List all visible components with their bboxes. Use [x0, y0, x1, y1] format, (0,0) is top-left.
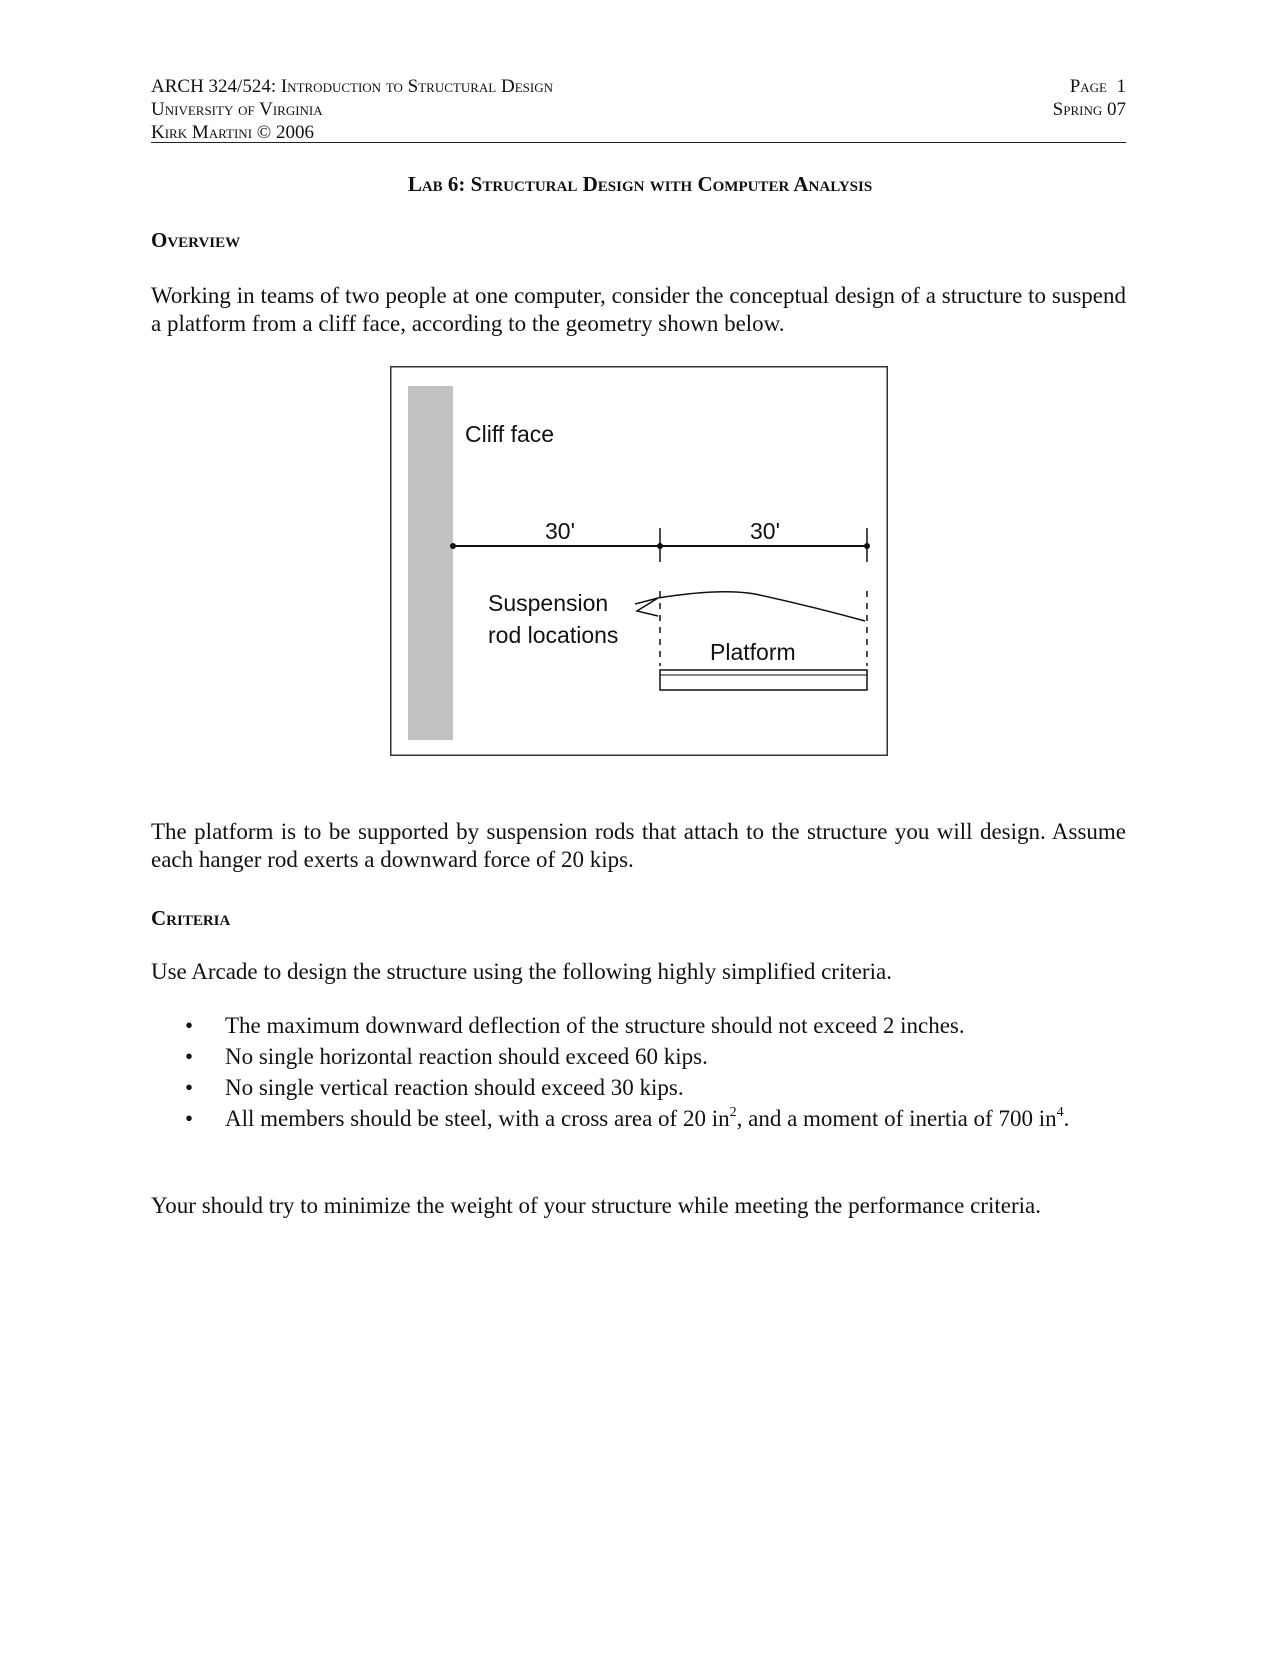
- document-header-left: [151, 75, 553, 144]
- overview-paragraph: Working in teams of two people at one computer, consider the conceptual design of a structure to suspend a platform from a cliff face, according to the geometry shown below.: [151, 283, 1126, 336]
- criteria-intro: Use Arcade to design the structure using the following highly simplified criteria.: [151, 959, 892, 984]
- course-prefix: ARCH 324/524:: [151, 76, 281, 97]
- criteria-item-text: No single vertical reaction should exceed 30 kips.: [225, 1075, 684, 1100]
- course-line: [151, 75, 553, 98]
- criteria-item: [151, 1072, 1126, 1103]
- criteria-item-text: , and a moment of inertia of 700 in: [736, 1106, 1057, 1131]
- rod-label-line-2: rod locations: [488, 622, 619, 648]
- criteria-item-text: .: [1063, 1106, 1070, 1131]
- span-2-label: 30': [750, 518, 780, 544]
- author-copyright: Kirk Martini © 2006: [151, 122, 314, 143]
- cliff-face-label: Cliff face: [465, 421, 555, 447]
- page-indicator: [1053, 75, 1126, 98]
- institution: University of Virginia: [151, 99, 323, 120]
- diagram-svg: [390, 366, 888, 756]
- span-1-label: 30': [545, 518, 575, 544]
- criteria-item: [151, 1105, 1126, 1132]
- rod-label-line-1: Suspension: [488, 590, 609, 616]
- rod-leader-line: [635, 592, 865, 621]
- bullet: •: [185, 1106, 194, 1131]
- term: Spring 07: [1052, 99, 1126, 120]
- criteria-heading: Criteria: [151, 906, 231, 930]
- document-header-right: [1053, 75, 1126, 121]
- cliff-platform-diagram: [390, 366, 888, 756]
- platform-label: Platform: [710, 639, 796, 665]
- criteria-item-text: The maximum downward deflection of the structure should not exceed 2 inches.: [225, 1013, 965, 1038]
- criteria-item: [151, 1010, 1126, 1041]
- page-number: 1: [1116, 76, 1126, 97]
- platform-shape: [660, 670, 867, 690]
- criteria-item-text: All members should be steel, with a cross area of 20 in: [225, 1106, 730, 1131]
- criteria-item-text: No single horizontal reaction should exceed 60 kips.: [225, 1044, 708, 1069]
- bullet: •: [185, 1075, 194, 1100]
- header-rule: [151, 142, 1126, 143]
- support-paragraph: The platform is to be supported by suspension rods that attach to the structure you will design. Assume each hanger rod exerts a downward force of 20 kips.: [151, 819, 1126, 872]
- criteria-item: [151, 1041, 1126, 1072]
- closing-paragraph: Your should try to minimize the weight of your structure while meeting the performance criteria.: [151, 1193, 1041, 1218]
- exponent: 4: [1056, 1105, 1064, 1120]
- lab-title: Lab 6: Structural Design with Computer Analysis: [407, 172, 873, 196]
- bullet: •: [185, 1013, 194, 1038]
- criteria-list: [151, 1010, 1126, 1132]
- exponent: 2: [729, 1105, 737, 1120]
- course-title: Introduction to Structural Design: [280, 76, 553, 97]
- dimension-start-dot: [450, 543, 456, 549]
- page-label: Page: [1069, 76, 1107, 97]
- overview-heading: Overview: [151, 228, 241, 252]
- cliff-face-shape: [408, 386, 453, 740]
- bullet: •: [185, 1044, 194, 1069]
